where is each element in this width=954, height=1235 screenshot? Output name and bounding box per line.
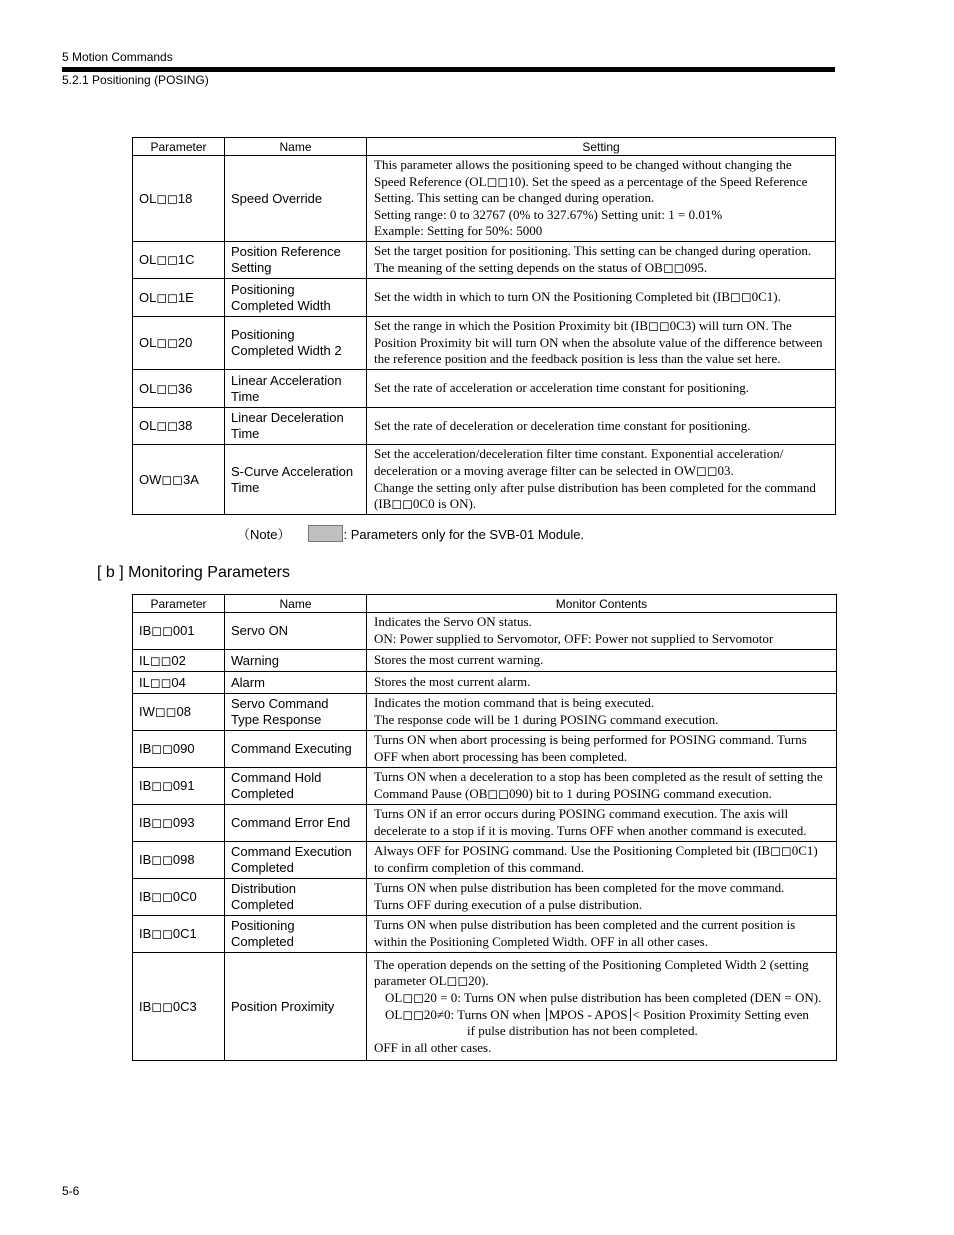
name-cell: Warning: [225, 650, 367, 672]
note-label: （Note）: [237, 527, 291, 542]
chapter-header: 5 Motion Commands: [62, 50, 173, 64]
contents-line: Turns ON when pulse distribution has been completed for the move command.: [374, 880, 785, 896]
table-header-row: [133, 595, 837, 613]
table-row: [133, 916, 837, 953]
setting-line: Set the width in which to turn ON the Positioning Completed bit (IB◻◻0C1).: [374, 289, 781, 305]
table-row: [133, 445, 836, 515]
setting-parameters-table: [132, 137, 836, 515]
name-cell: Linear Deceleration Time: [225, 408, 367, 445]
table-row: [133, 953, 837, 1061]
contents-line: Turns ON when abort processing is being performed for POSING command. Turns: [374, 732, 807, 748]
contents-fragment: MPOS - APOS: [548, 1006, 628, 1022]
contents-line: to confirm completion of this command.: [374, 860, 585, 875]
setting-line: (IB◻◻0C0 is ON).: [374, 496, 477, 512]
name-cell: Command Executing: [225, 731, 367, 768]
col-parameter-header: Parameter: [133, 595, 225, 613]
note-swatch: [308, 525, 343, 542]
contents-cell: [367, 613, 837, 650]
contents-cell: [367, 694, 837, 731]
table-row: [133, 879, 837, 916]
param-cell: OL◻◻1E: [133, 279, 225, 317]
contents-cell: [367, 842, 837, 879]
abs-bar-left: [546, 1008, 547, 1021]
abs-bar-right: [630, 1008, 631, 1021]
name-cell: S-Curve Acceleration Time: [225, 445, 367, 515]
setting-cell: [367, 156, 836, 242]
contents-line: Turns ON when pulse distribution has been completed and the current position is: [374, 917, 796, 933]
table-row: [133, 694, 837, 731]
contents-cell: [367, 805, 837, 842]
name-cell: Alarm: [225, 672, 367, 694]
setting-line: Set the target position for positioning. This setting can be changed during operation.: [374, 243, 812, 259]
name-cell: Command Hold Completed: [225, 768, 367, 805]
setting-cell: [367, 317, 836, 370]
page-number: 5-6: [62, 1184, 80, 1198]
setting-line: deceleration or a moving average filter can be selected in OW◻◻03.: [374, 462, 734, 478]
col-name-header: Name: [225, 138, 367, 156]
col-contents-header: Monitor Contents: [367, 595, 837, 613]
param-cell: IB◻◻0C3: [133, 953, 225, 1061]
table-row: [133, 156, 836, 242]
setting-line: Setting range: 0 to 32767 (0% to 327.67%) Setting unit: 1 = 0.01%: [374, 206, 723, 222]
col-setting-header: Setting: [367, 138, 836, 156]
setting-line: Example: Setting for 50%: 5000: [374, 223, 543, 239]
contents-line: Stores the most current warning.: [374, 652, 544, 668]
monitoring-parameters-table: [132, 594, 837, 1061]
param-cell: IW◻◻08: [133, 694, 225, 731]
param-cell: IB◻◻093: [133, 805, 225, 842]
setting-line: Speed Reference (OL◻◻10). Set the speed as a percentage of the Speed Reference: [374, 173, 808, 189]
name-cell: Command Execution Completed: [225, 842, 367, 879]
param-cell: IB◻◻091: [133, 768, 225, 805]
contents-cell: [367, 672, 837, 694]
param-cell: OW◻◻3A: [133, 445, 225, 515]
setting-cell: [367, 408, 836, 445]
name-cell: Distribution Completed: [225, 879, 367, 916]
setting-line: Change the setting only after pulse distribution has been completed for the command: [374, 479, 816, 495]
contents-line: The response code will be 1 during POSING command execution.: [374, 712, 719, 727]
setting-line: Set the acceleration/deceleration filter time constant. Exponential acceleration/: [374, 446, 784, 462]
name-cell: Position Proximity: [225, 953, 367, 1061]
contents-cell: [367, 953, 837, 1061]
col-name-header: Name: [225, 595, 367, 613]
param-cell: OL◻◻18: [133, 156, 225, 242]
param-cell: IB◻◻001: [133, 613, 225, 650]
param-cell: OL◻◻36: [133, 370, 225, 408]
name-cell: Position Reference Setting: [225, 242, 367, 279]
contents-cell: [367, 879, 837, 916]
table-row: [133, 672, 837, 694]
contents-line: parameter OL◻◻20).: [374, 973, 489, 989]
setting-line: Set the rate of acceleration or acceleration time constant for positioning.: [374, 380, 750, 396]
contents-line: ON: Power supplied to Servomotor, OFF: Power not supplied to Servomotor: [374, 631, 774, 646]
section-title: [ b ] Monitoring Parameters: [97, 564, 290, 581]
table-row: [133, 842, 837, 879]
setting-cell: [367, 445, 836, 515]
setting-cell: [367, 370, 836, 408]
contents-line: Stores the most current alarm.: [374, 674, 531, 690]
note-text: : Parameters only for the SVB-01 Module.: [343, 527, 585, 542]
name-cell: Command Error End: [225, 805, 367, 842]
setting-line: Set the rate of deceleration or deceleration time constant for positioning.: [374, 417, 751, 433]
name-cell: Positioning Completed: [225, 916, 367, 953]
contents-line: decelerate to a stop if it is moving. Turns OFF when another command is executed.: [374, 823, 807, 838]
table-row: [133, 731, 837, 768]
contents-cell: [367, 916, 837, 953]
contents-line: if pulse distribution has not been completed.: [467, 1023, 698, 1039]
contents-line: Indicates the Servo ON status.: [374, 614, 532, 630]
table-header-row: [133, 138, 836, 156]
contents-line: OFF when abort processing has been completed.: [374, 749, 628, 764]
contents-fragment: < Position Proximity Setting even: [632, 1006, 809, 1022]
table-row: [133, 408, 836, 445]
contents-cell: [367, 768, 837, 805]
contents-cell: [367, 731, 837, 768]
param-cell: IL◻◻02: [133, 650, 225, 672]
table-row: [133, 805, 837, 842]
param-cell: IB◻◻090: [133, 731, 225, 768]
contents-line: Turns ON if an error occurs during POSING command execution. The axis will: [374, 806, 789, 822]
param-cell: IB◻◻098: [133, 842, 225, 879]
table-row: [133, 279, 836, 317]
param-cell: OL◻◻20: [133, 317, 225, 370]
table-row: [133, 613, 837, 650]
setting-line: The meaning of the setting depends on the status of OB◻◻095.: [374, 260, 708, 275]
name-cell: Servo Command Type Response: [225, 694, 367, 731]
setting-cell: [367, 242, 836, 279]
contents-cell: [367, 650, 837, 672]
name-cell: Positioning Completed Width: [225, 279, 367, 317]
setting-line: the reference position and the feedback position is less than the value set here.: [374, 351, 781, 367]
setting-cell: [367, 279, 836, 317]
name-cell: Servo ON: [225, 613, 367, 650]
contents-line: Turns ON when a deceleration to a stop has been completed as the result of setting the: [374, 769, 823, 785]
section-header: 5.2.1 Positioning (POSING): [62, 73, 209, 87]
header-rule: [62, 67, 835, 72]
contents-line: OL◻◻20 = 0: Turns ON when pulse distribution has been completed (DEN = ON).: [385, 989, 822, 1005]
param-cell: IB◻◻0C1: [133, 916, 225, 953]
name-cell: Linear Acceleration Time: [225, 370, 367, 408]
setting-line: Setting. This setting can be changed during operation.: [374, 190, 655, 206]
contents-line: Indicates the motion command that is being executed.: [374, 695, 655, 711]
table-row: [133, 317, 836, 370]
param-cell: OL◻◻38: [133, 408, 225, 445]
name-cell: Speed Override: [225, 156, 367, 242]
contents-line: within the Positioning Completed Width. OFF in all other cases.: [374, 934, 708, 949]
contents-line: Command Pause (OB◻◻090) bit to 1 during POSING command execution.: [374, 786, 772, 801]
contents-line: The operation depends on the setting of the Positioning Completed Width 2 (setting: [374, 956, 809, 972]
param-cell: IL◻◻04: [133, 672, 225, 694]
contents-line: [374, 1007, 829, 1024]
contents-fragment: OL◻◻20≠0: Turns ON when: [385, 1006, 541, 1022]
table-row: [133, 650, 837, 672]
table-row: [133, 768, 837, 805]
contents-line: OFF in all other cases.: [374, 1039, 492, 1055]
setting-line: Position Proximity bit will turn ON when the absolute value of the difference between: [374, 334, 823, 350]
param-cell: IB◻◻0C0: [133, 879, 225, 916]
col-parameter-header: Parameter: [133, 138, 225, 156]
table-row: [133, 242, 836, 279]
table-row: [133, 370, 836, 408]
param-cell: OL◻◻1C: [133, 242, 225, 279]
contents-line: Turns OFF during execution of a pulse distribution.: [374, 897, 643, 912]
setting-line: Set the range in which the Position Proximity bit (IB◻◻0C3) will turn ON. The: [374, 318, 792, 334]
contents-line: Always OFF for POSING command. Use the Positioning Completed bit (IB◻◻0C1): [374, 843, 818, 859]
setting-line: This parameter allows the positioning speed to be changed without changing the: [374, 157, 792, 173]
name-cell: Positioning Completed Width 2: [225, 317, 367, 370]
note: [237, 524, 584, 543]
